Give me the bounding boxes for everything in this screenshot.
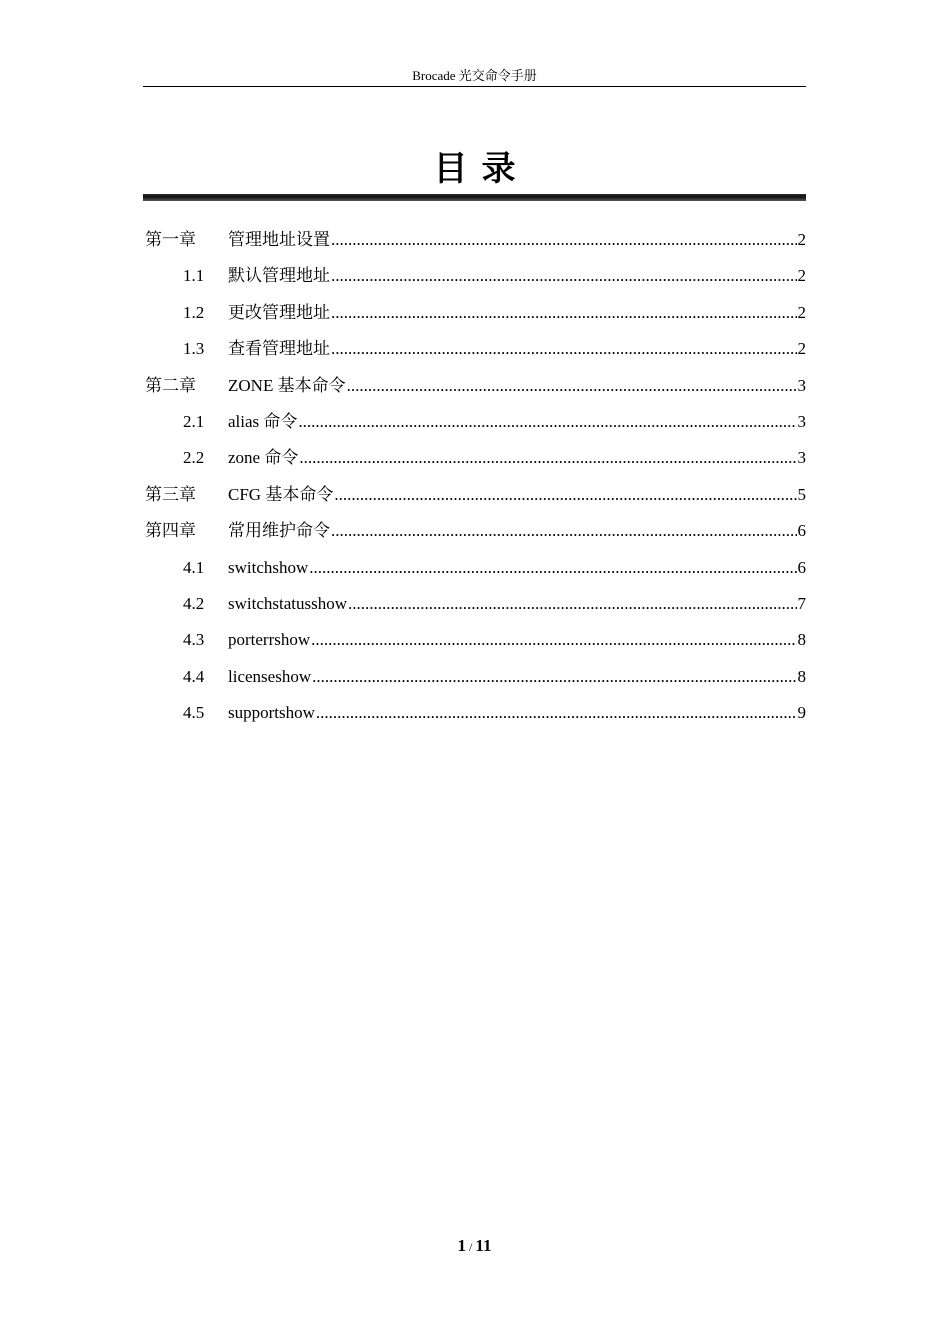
- toc-entry-number: 4.3: [183, 630, 205, 650]
- toc-entry-page: 2: [797, 266, 806, 286]
- toc-entry-number: 第二章: [145, 375, 196, 395]
- toc-entry[interactable]: [143, 222, 806, 258]
- toc-leader-dots: [331, 331, 797, 367]
- title-rule: [143, 194, 806, 201]
- toc-title: 目录: [433, 149, 530, 189]
- header-rule: [143, 86, 806, 87]
- toc-entry-number: 4.1: [183, 557, 205, 577]
- toc-entry-title: 管理地址设置: [228, 230, 330, 249]
- toc-leader-dots: [348, 586, 797, 622]
- toc-entry[interactable]: [143, 695, 806, 731]
- toc-entry-number: 2.1: [183, 411, 205, 431]
- toc-entry-title: CFG 基本命令: [228, 484, 334, 504]
- toc-entry-page: 2: [797, 302, 806, 322]
- toc-leader-dots: [312, 659, 796, 695]
- toc-entry[interactable]: [143, 477, 806, 513]
- toc-entry[interactable]: [143, 368, 806, 404]
- toc-leader-dots: [331, 295, 797, 331]
- toc-entry-page: 2: [797, 230, 806, 249]
- toc-leader-dots: [309, 550, 796, 586]
- table-of-contents: [143, 222, 806, 731]
- toc-entry-page: 8: [797, 666, 806, 686]
- toc-leader-dots: [331, 258, 797, 294]
- toc-entry[interactable]: [143, 550, 806, 586]
- toc-leader-dots: [299, 440, 796, 476]
- toc-entry-number: 4.2: [183, 593, 205, 613]
- toc-entry[interactable]: [143, 513, 806, 549]
- page-number-footer: [143, 1235, 806, 1258]
- toc-entry-page: 6: [797, 521, 806, 541]
- toc-entry-page: 5: [797, 484, 806, 504]
- toc-entry-title: licenseshow: [228, 666, 312, 686]
- toc-entry-number: 第三章: [145, 484, 196, 504]
- toc-leader-dots: [311, 622, 796, 658]
- total-page-count: 11: [475, 1236, 492, 1255]
- toc-leader-dots: [331, 513, 797, 549]
- toc-entry-page: 7: [797, 593, 806, 613]
- toc-entry-title: zone 命令: [228, 448, 299, 468]
- toc-entry-page: 8: [797, 630, 806, 650]
- toc-entry-number: 2.2: [183, 448, 205, 468]
- toc-entry-title: alias 命令: [228, 411, 298, 431]
- toc-entry[interactable]: [143, 331, 806, 367]
- toc-leader-dots: [298, 404, 796, 440]
- toc-entry-title: switchstatusshow: [228, 593, 347, 613]
- toc-entry-title: 查看管理地址: [228, 339, 330, 359]
- toc-entry[interactable]: [143, 258, 806, 294]
- toc-entry-page: 3: [797, 375, 806, 395]
- toc-entry-page: 2: [797, 339, 806, 359]
- toc-entry[interactable]: [143, 440, 806, 476]
- toc-leader-dots: [334, 477, 796, 513]
- toc-leader-dots: [316, 695, 797, 731]
- toc-entry[interactable]: [143, 659, 806, 695]
- toc-entry[interactable]: [143, 295, 806, 331]
- toc-entry-page: 3: [797, 448, 806, 468]
- toc-entry-title: ZONE 基本命令: [228, 375, 346, 395]
- current-page-number: 1: [457, 1236, 467, 1255]
- toc-entry-number: 第一章: [145, 230, 196, 249]
- toc-entry-number: 4.4: [183, 666, 205, 686]
- toc-entry-title: supportshow: [228, 703, 315, 723]
- toc-leader-dots: [347, 368, 797, 404]
- toc-entry-page: 3: [797, 411, 806, 431]
- toc-entry-number: 第四章: [145, 521, 196, 541]
- toc-entry-title: 常用维护命令: [228, 521, 330, 541]
- toc-leader-dots: [331, 222, 797, 258]
- page-separator: /: [469, 1240, 473, 1254]
- toc-entry-number: 1.3: [183, 339, 205, 359]
- running-header: Brocade 光交命令手册: [412, 68, 537, 83]
- toc-entry-number: 1.1: [183, 266, 205, 286]
- toc-entry[interactable]: [143, 404, 806, 440]
- toc-entry-title: 更改管理地址: [228, 302, 330, 322]
- toc-entry-number: 4.5: [183, 703, 205, 723]
- toc-entry-page: 9: [797, 703, 806, 723]
- toc-entry-title: porterrshow: [228, 630, 311, 650]
- toc-entry[interactable]: [143, 622, 806, 658]
- toc-entry[interactable]: [143, 586, 806, 622]
- toc-entry-title: switchshow: [228, 557, 309, 577]
- toc-entry-number: 1.2: [183, 302, 205, 322]
- toc-entry-title: 默认管理地址: [228, 266, 330, 286]
- toc-entry-page: 6: [797, 557, 806, 577]
